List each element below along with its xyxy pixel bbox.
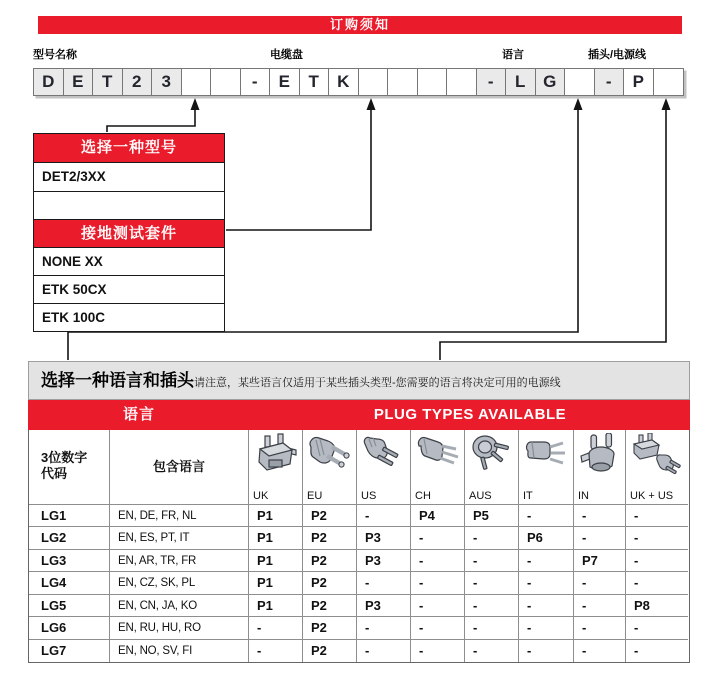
language-header: 语言 <box>122 406 155 423</box>
label-cable-reel: 电缆盘 <box>270 49 303 61</box>
plug-value-cell: - <box>249 617 303 639</box>
languages-cell: EN, RU, HU, RO <box>110 617 249 639</box>
languages-cell: EN, NO, SV, FI <box>110 640 249 662</box>
in-plug-icon <box>577 433 623 477</box>
plug-value-cell: - <box>626 550 688 572</box>
column-header-in <box>574 430 626 505</box>
plug-value-cell: P1 <box>249 595 303 617</box>
plug-value-cell: - <box>465 572 519 594</box>
language-section-band <box>28 361 690 400</box>
plug-value-cell: - <box>519 617 574 639</box>
model-code-row <box>33 68 684 96</box>
plug-value-cell: - <box>411 640 465 662</box>
plug-value-cell: P2 <box>303 550 357 572</box>
plug-value-cell: - <box>519 595 574 617</box>
model-code-cell <box>359 69 389 95</box>
plug-types-header: PLUG TYPES AVAILABLE <box>373 406 567 423</box>
language-code-cell: LG3 <box>29 550 110 572</box>
plug-value-cell: P1 <box>249 505 303 527</box>
plug-value-cell: - <box>357 572 411 594</box>
plug-value-cell: P2 <box>303 505 357 527</box>
plug-value-cell: - <box>574 505 626 527</box>
column-header-aus <box>465 430 519 505</box>
language-code-cell: LG6 <box>29 617 110 639</box>
kit-option: ETK 50CX <box>34 275 224 303</box>
model-code-cell: E <box>64 69 94 95</box>
plug-value-cell: - <box>465 617 519 639</box>
model-code-cell <box>565 69 595 95</box>
plug-value-cell: - <box>626 617 688 639</box>
plug-value-cell: P5 <box>465 505 519 527</box>
plug-column-label: AUS <box>469 490 492 502</box>
model-code-cell: 3 <box>152 69 182 95</box>
us-plug-icon <box>362 433 406 475</box>
plug-value-cell: - <box>626 572 688 594</box>
plug-value-cell: - <box>357 617 411 639</box>
kit-option: NONE XX <box>34 247 224 275</box>
uk-plug-icon <box>253 433 299 480</box>
plug-value-cell: - <box>465 595 519 617</box>
plug-value-cell: P1 <box>249 527 303 549</box>
language-section-note: 请注意，某些语言仅适用于某些插头类型-您需要的语言将决定可用的电源线 <box>194 377 561 389</box>
plug-value-cell: P8 <box>626 595 688 617</box>
plug-value-cell: - <box>519 505 574 527</box>
model-options-box <box>33 133 225 332</box>
plug-value-cell: - <box>574 527 626 549</box>
plug-value-cell: - <box>411 595 465 617</box>
language-code-cell: LG7 <box>29 640 110 662</box>
plug-value-cell: - <box>626 527 688 549</box>
model-code-cell: L <box>506 69 536 95</box>
plug-value-cell: P2 <box>303 527 357 549</box>
ch-plug-icon <box>416 433 460 473</box>
column-header-code: 3位数字 代码 <box>29 430 110 505</box>
arrow-up-icon <box>191 98 671 110</box>
language-code-cell: LG2 <box>29 527 110 549</box>
languages-cell: EN, AR, TR, FR <box>110 550 249 572</box>
plug-value-cell: P2 <box>303 572 357 594</box>
plug-value-cell: - <box>574 595 626 617</box>
plug-value-cell: - <box>465 550 519 572</box>
model-code-cell: - <box>477 69 507 95</box>
language-code-cell: LG4 <box>29 572 110 594</box>
column-header-it <box>519 430 574 505</box>
plug-value-cell: - <box>357 640 411 662</box>
column-header-ch <box>411 430 465 505</box>
it-plug-icon <box>524 433 568 473</box>
model-code-cell: 2 <box>123 69 153 95</box>
label-model-name: 型号名称 <box>33 49 77 61</box>
label-plug-cord: 插头/电源线 <box>588 49 647 61</box>
model-code-cell <box>182 69 212 95</box>
plug-value-cell: P7 <box>574 550 626 572</box>
plug-value-cell: P2 <box>303 617 357 639</box>
model-code-cell <box>654 69 684 95</box>
plug-column-label: IN <box>578 490 589 502</box>
uk-us-plug-icon <box>630 433 684 479</box>
model-code-cell: K <box>329 69 359 95</box>
plug-value-cell: - <box>411 572 465 594</box>
column-header-languages: 包含语言 <box>110 430 249 505</box>
plug-value-cell: - <box>411 527 465 549</box>
column-header-us <box>357 430 411 505</box>
column-header-eu <box>303 430 357 505</box>
plug-value-cell: - <box>519 640 574 662</box>
model-option-empty <box>34 191 224 219</box>
label-language: 语言 <box>502 49 524 61</box>
model-code-cell: D <box>34 69 64 95</box>
plug-column-label: IT <box>523 490 533 502</box>
plug-value-cell: - <box>626 640 688 662</box>
plug-value-cell: - <box>574 572 626 594</box>
model-code-cell: - <box>241 69 271 95</box>
plug-column-label: US <box>361 490 377 502</box>
languages-cell: EN, ES, PT, IT <box>110 527 249 549</box>
plug-value-cell: - <box>465 527 519 549</box>
plug-value-cell: P3 <box>357 595 411 617</box>
table-red-header <box>28 400 690 430</box>
column-header-uk <box>249 430 303 505</box>
model-code-cell: P <box>624 69 654 95</box>
plug-value-cell: P3 <box>357 550 411 572</box>
plug-value-cell: P2 <box>303 595 357 617</box>
language-code-cell: LG5 <box>29 595 110 617</box>
column-header-uk-us <box>626 430 688 505</box>
plug-value-cell: - <box>519 550 574 572</box>
plug-value-cell: P2 <box>303 640 357 662</box>
language-code-cell: LG1 <box>29 505 110 527</box>
plug-column-label: UK + US <box>630 490 674 502</box>
plug-value-cell: P3 <box>357 527 411 549</box>
plug-value-cell: - <box>574 640 626 662</box>
languages-cell: EN, CZ, SK, PL <box>110 572 249 594</box>
model-code-cell: - <box>595 69 625 95</box>
plug-value-cell: - <box>465 640 519 662</box>
plug-value-cell: P4 <box>411 505 465 527</box>
plug-value-cell: - <box>411 617 465 639</box>
model-code-cell: G <box>536 69 566 95</box>
model-code-cell <box>447 69 477 95</box>
language-section-title: 选择一种语言和插头 <box>41 371 194 390</box>
model-code-cell <box>388 69 418 95</box>
plug-value-cell: - <box>357 505 411 527</box>
languages-cell: EN, DE, FR, NL <box>110 505 249 527</box>
aus-plug-icon <box>470 433 514 475</box>
languages-cell: EN, CN, JA, KO <box>110 595 249 617</box>
plug-column-label: CH <box>415 490 431 502</box>
model-code-cell: T <box>300 69 330 95</box>
plug-value-cell: - <box>574 617 626 639</box>
kit-box-header: 接地测试套件 <box>34 219 224 247</box>
model-option: DET2/3XX <box>34 162 224 191</box>
plug-value-cell: P1 <box>249 572 303 594</box>
plug-value-cell: P1 <box>249 550 303 572</box>
model-box-header: 选择一种型号 <box>34 134 224 162</box>
plug-value-cell: P6 <box>519 527 574 549</box>
plug-value-cell: - <box>249 640 303 662</box>
plug-column-label: EU <box>307 490 323 502</box>
model-code-cell: T <box>93 69 123 95</box>
model-code-cell <box>418 69 448 95</box>
page-title: 订购须知 <box>38 16 682 34</box>
model-code-cell <box>211 69 241 95</box>
language-plug-table <box>28 430 690 663</box>
plug-column-label: UK <box>253 490 269 502</box>
kit-option: ETK 100C <box>34 303 224 331</box>
plug-value-cell: - <box>519 572 574 594</box>
plug-value-cell: - <box>626 505 688 527</box>
model-code-cell: E <box>270 69 300 95</box>
plug-value-cell: - <box>411 550 465 572</box>
eu-plug-icon <box>307 433 353 475</box>
